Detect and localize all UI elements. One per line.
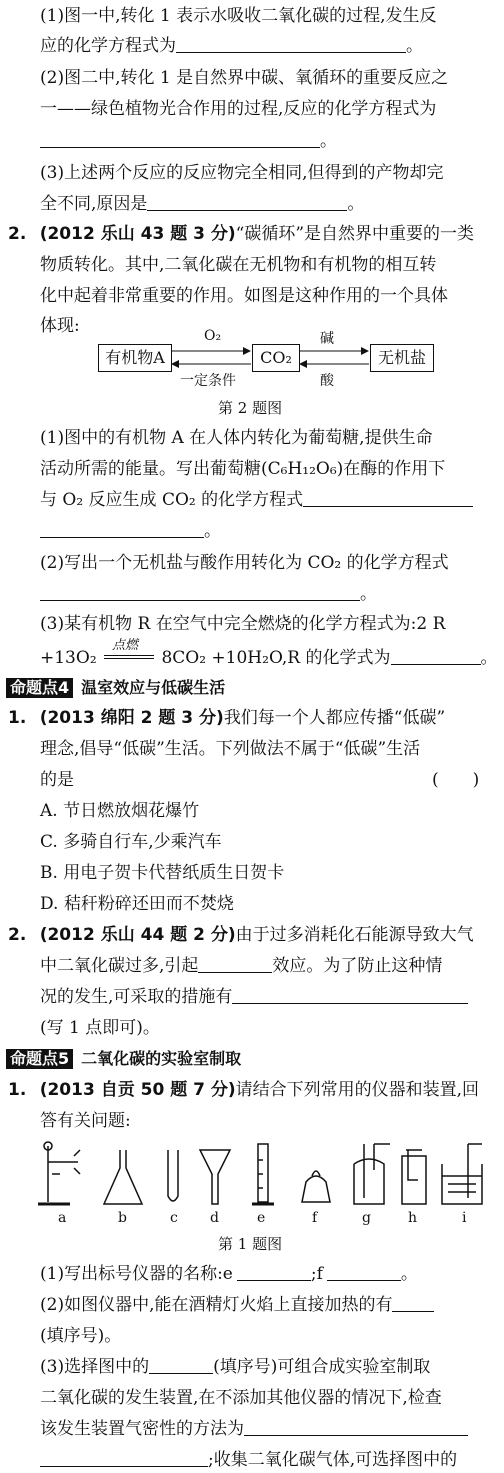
equation-reactants: +13O₂ [40, 648, 97, 668]
organic-box: 有机物A [98, 344, 172, 372]
p1-line-2-text: 应的化学方程式为 [40, 36, 176, 56]
q2-s1-line-2: 活动所需的能量。写出葡萄糖(C₆H₁₂O₆)在酶的作用下 [40, 459, 446, 479]
label-b: b [118, 1210, 127, 1226]
q2-line-3: 化中起着非常重要的作用。如图是这种作用的一个具体 [40, 286, 448, 306]
question-source: (2012 乐山 44 题 2 分) [39, 925, 236, 945]
q2-line-4: 体现: [40, 316, 80, 336]
q2-s3-line-2 [40, 638, 498, 668]
p1-line-5-end: 。 [320, 131, 337, 151]
label-e: e [257, 1210, 266, 1226]
label-h: h [408, 1210, 418, 1226]
answer-blank[interactable] [392, 1295, 434, 1312]
q4-2-line-2 [40, 956, 442, 976]
question-source: (2013 自贡 50 题 7 分) [39, 1080, 236, 1100]
option-b[interactable]: B. 用电子贺卡代替纸质生日贺卡 [40, 863, 285, 883]
q5-1-s3-line-1 [40, 1357, 430, 1377]
q5-1-line-2: 答有关问题: [40, 1111, 131, 1131]
section-tag: 命题点5 [6, 1049, 73, 1069]
answer-blank[interactable] [232, 987, 468, 1004]
apparatus-h-gas-jar [402, 1150, 426, 1204]
q5-1-s3-rest: (填序号)可组合成实验室制取 [213, 1357, 431, 1377]
answer-blank[interactable] [327, 1264, 401, 1281]
q2-s2-line-1: (2)写出一个无机盐与酸作用转化为 CO₂ 的化学方程式 [40, 553, 449, 573]
p1-line-1: (1)图一中,转化 1 表示水吸收二氧化碳的过程,发生反 [40, 6, 437, 26]
q4-1-line-1-text: 我们每一个人都应传播“低碳” [223, 708, 446, 728]
question-number: 1. [8, 1080, 27, 1100]
apparatus-f-alcohol-lamp [302, 1171, 330, 1202]
ignite-label: 点燃 [112, 638, 139, 653]
q2-s1-line-3-text: 与 O₂ 反应生成 CO₂ 的化学方程式 [40, 490, 304, 510]
label-base: 碱 [320, 331, 334, 347]
answer-blank[interactable] [391, 648, 481, 665]
figure-caption: 第 1 题图 [218, 1235, 283, 1253]
co2-box: CO₂ [252, 344, 300, 372]
section-title: 温室效应与低碳生活 [81, 678, 226, 697]
apparatus-i-water-trough [442, 1144, 482, 1204]
p1-line-3: (2)图二中,转化 1 是自然界中碳、氧循环的重要反应之 [40, 68, 449, 88]
question-number: 2. [8, 925, 27, 945]
apparatus-a-iron-stand [38, 1142, 80, 1204]
q4-2-line-4: (写 1 点即可)。 [40, 1018, 160, 1038]
diagram-arrows [0, 0, 504, 400]
q2-line-2: 物质转化。其中,二氧化碳在无机物和有机物的相互转 [40, 255, 437, 275]
label-d: d [210, 1210, 219, 1226]
apparatus-b-flask [104, 1150, 142, 1204]
q4-2-line-3-text: 况的发生,可采取的措施有 [40, 987, 233, 1007]
q5-1-s3-line-3 [40, 1419, 468, 1439]
answer-blank[interactable] [244, 1419, 468, 1436]
q2-line-1-text: “碳循环”是自然界中重要的一类 [235, 224, 475, 244]
q5-1-s3-line-4-text: ;收集二氧化碳气体,可选择图中的 [208, 1450, 458, 1470]
q5-1-s3-line-4 [40, 1450, 457, 1470]
q4-1-line-1 [8, 708, 445, 728]
label-f: f [312, 1210, 318, 1226]
option-c[interactable]: C. 多骑自行车,少乘汽车 [40, 832, 222, 852]
label-a: a [58, 1210, 67, 1226]
section-tag: 命题点4 [6, 678, 73, 698]
question-number: 2. [8, 224, 27, 244]
label-g: g [362, 1210, 371, 1226]
p1-line-4: 一——绿色植物光合作用的过程,反应的化学方程式为 [40, 99, 437, 119]
answer-blank[interactable] [237, 1264, 311, 1281]
section-heading-4 [6, 678, 225, 698]
reaction-condition [102, 638, 156, 668]
q5-1-s1 [40, 1264, 418, 1284]
answer-blank[interactable] [149, 1357, 213, 1374]
q4-1-line-3: 的是 [40, 770, 74, 790]
q4-2-line-1 [8, 925, 474, 945]
label-i: i [462, 1210, 467, 1226]
q2-s1-end: 。 [204, 521, 221, 541]
q4-2-line-2-rest: 效应。为了防止这种情 [272, 956, 443, 976]
inorganic-box: 无机盐 [370, 344, 434, 372]
q4-2-line-3 [40, 987, 468, 1007]
q4-2-line-2-text: 中二氧化碳过多,引起 [40, 956, 199, 976]
q2-s2-line-2 [40, 584, 377, 604]
q5-1-s3-line-2: 二氧化碳的发生装置,在不添加其他仪器的情况下,检查 [40, 1388, 442, 1408]
label-condition: 一定条件 [180, 373, 236, 389]
answer-blank[interactable] [303, 490, 473, 507]
section-heading-5 [6, 1049, 241, 1069]
q2-s2-end: 。 [360, 584, 377, 604]
q2-s3-line-1: (3)某有机物 R 在空气中完全燃烧的化学方程式为:2 R [40, 614, 446, 634]
p1-line-7-text: 全不同,原因是 [40, 194, 148, 214]
answer-paren[interactable]: ( ) [432, 770, 480, 790]
option-a[interactable]: A. 节日燃放烟花爆竹 [40, 801, 200, 821]
apparatus-g-gas-bottle [354, 1144, 390, 1204]
section-title: 二氧化碳的实验室制取 [81, 1049, 242, 1068]
q5-1-s1-mid: ;f [310, 1264, 323, 1284]
q5-1-s3-text: (3)选择图中的 [40, 1357, 150, 1377]
apparatus-d-funnel [200, 1150, 230, 1204]
q5-1-s2-text: (2)如图仪器中,能在酒精灯火焰上直接加热的有 [40, 1295, 393, 1315]
q5-1-line-1-text: 请结合下列常用的仪器和装置,回 [235, 1080, 480, 1100]
q5-1-s2-line-1 [40, 1295, 434, 1315]
apparatus-figure [30, 1140, 490, 1212]
q5-1-s3-line-3-text: 该发生装置气密性的方法为 [40, 1419, 244, 1439]
label-acid: 酸 [320, 373, 334, 389]
answer-blank[interactable] [40, 521, 204, 538]
p1-line-7-end: 。 [347, 194, 365, 214]
question-source: (2013 绵阳 2 题 3 分) [39, 708, 224, 728]
q2-s3-end: 。 [480, 648, 498, 668]
q5-1-s2-line-2: (填序号)。 [40, 1326, 122, 1346]
apparatus-e-cylinder [252, 1144, 274, 1204]
q5-1-s1-end: 。 [400, 1264, 418, 1284]
q2-s1-line-3 [40, 490, 473, 510]
apparatus-c-test-tube [168, 1150, 178, 1201]
q2-s1-line-4 [40, 521, 221, 541]
label-o2: O₂ [204, 328, 222, 344]
question-source: (2012 乐山 43 题 3 分) [39, 224, 236, 244]
label-c: c [170, 1210, 178, 1226]
answer-blank[interactable] [198, 956, 272, 973]
equation-products: 8CO₂ +10H₂O,R 的化学式为 [161, 648, 391, 668]
q2-s1-line-1: (1)图中的有机物 A 在人体内转化为葡萄糖,提供生命 [40, 428, 433, 448]
q5-1-line-1 [8, 1080, 479, 1100]
option-d[interactable]: D. 秸秆粉碎还田而不焚烧 [40, 894, 234, 914]
answer-blank[interactable] [40, 1450, 208, 1467]
p1-line-2-end: 。 [406, 36, 423, 56]
answer-blank[interactable] [40, 584, 360, 601]
q4-2-line-1-text: 由于过多消耗化石能源导致大气 [235, 925, 474, 945]
q4-1-line-2: 理念,倡导“低碳”生活。下列做法不属于“低碳”生活 [40, 739, 421, 759]
figure-caption: 第 2 题图 [218, 399, 283, 417]
question-number: 1. [8, 708, 27, 728]
p1-line-6: (3)上述两个反应的反应物完全相同,但得到的产物却完 [40, 163, 444, 183]
q5-1-s1-text: (1)写出标号仪器的名称:e [40, 1264, 233, 1284]
